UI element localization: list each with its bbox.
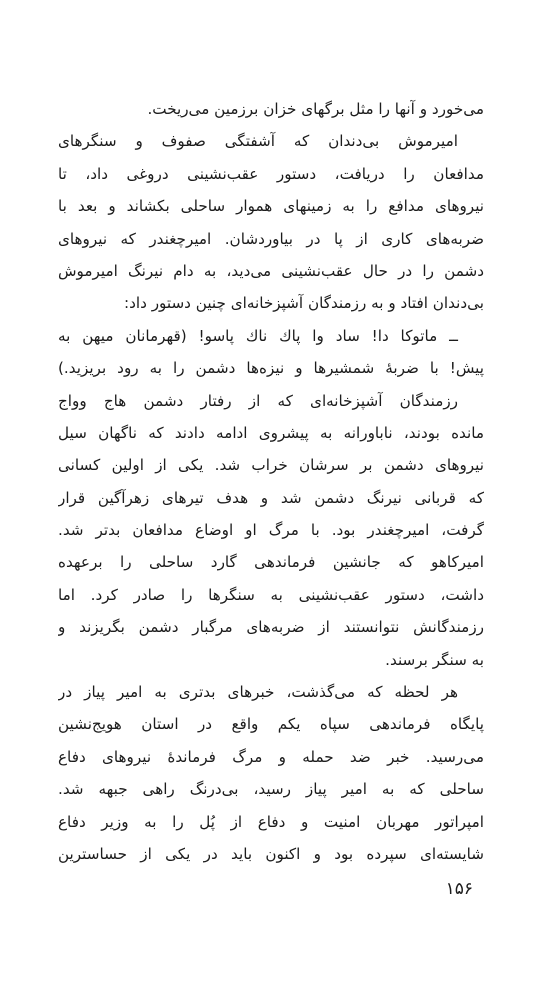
text-line-15: امیرکاهو که جانشین فرماندهی گارد ساحلی را برعهده — [58, 553, 484, 572]
page-number: ۱۵۶ — [445, 879, 473, 899]
text-line-9: پیش! با ضربهٔ شمشیرها و نیزه‌ها دشمن را به رود بریزید.) — [58, 359, 484, 378]
text-line-21: می‌رسید. خبر ضد حمله و مرگ فرماندهٔ نیروهای دفاع — [58, 747, 484, 766]
text-line-8: ــ ماتوکا دا! ساد وا پاك ناك پاسو! (قهرمانان میهن به — [58, 326, 458, 345]
text-line-13: که قربانی نیرنگ دشمن شد و هدف تیرهای زهرآگین قرار — [58, 488, 484, 507]
text-line-18: به سنگر برسند. — [385, 650, 484, 669]
text-line-1: می‌خورد و آنها را مثل برگهای خزان برزمین می‌ریخت. — [147, 100, 484, 118]
text-line-4: نیروهای مدافع را به زمینهای هموار ساحلی بکشاند و بعد با — [58, 197, 484, 216]
text-line-3: مدافعان را دریافت، دستور عقب‌نشینی دروغی داد، تا — [58, 164, 484, 183]
text-line-5: ضربه‌های کاری از پا در بیاوردشان. امیرچغندر که نیروهای — [58, 229, 484, 248]
text-line-17: رزمندگانش نتوانستند از ضربه‌های مرگبار دشمن بگریزند و — [58, 618, 484, 637]
text-line-2: امیرموش بی‌دندان که آشفتگی صفوف و سنگرهای — [58, 132, 458, 151]
text-line-19: هر لحظه که می‌گذشت، خبرهای بدتری به امیر پیاز در — [58, 683, 458, 702]
text-line-7: بی‌دندان افتاد و به رزمندگان آشپزخانه‌ای چنین دستور داد: — [124, 294, 484, 313]
text-line-24: شایسته‌ای سپرده بود و اکنون باید در یکی از حساسترین — [58, 844, 484, 863]
text-line-10: رزمندگان آشپزخانه‌ای که از رفتار دشمن هاج وواج — [58, 391, 458, 410]
text-line-11: مانده بودند، ناباورانه به پیشروی ادامه دادند که ناگهان سیل — [58, 423, 484, 442]
text-line-6: دشمن را در حال عقب‌نشینی می‌دید، به دام نیرنگ امیرموش — [58, 261, 484, 280]
text-line-12: نیروهای دشمن بر سرشان خراب شد. یکی از اولین کسانی — [58, 456, 484, 475]
text-line-16: داشت، دستور عقب‌نشینی به سنگرها را صادر کرد. اما — [58, 585, 484, 604]
body-text — [58, 93, 484, 870]
text-line-23: امپراتور مهربان امنیت و دفاع از پُل را به وزیر دفاع — [58, 812, 484, 831]
text-line-22: ساحلی که به امیر پیاز رسید، بی‌درنگ راهی جبهه شد. — [58, 780, 484, 799]
text-line-20: پایگاه فرماندهی سپاه یکم واقع در استان هویج‌نشین — [58, 715, 484, 734]
text-line-14: گرفت، امیرچغندر بود. با مرگ او اوضاع مدافعان بدتر شد. — [58, 521, 484, 540]
